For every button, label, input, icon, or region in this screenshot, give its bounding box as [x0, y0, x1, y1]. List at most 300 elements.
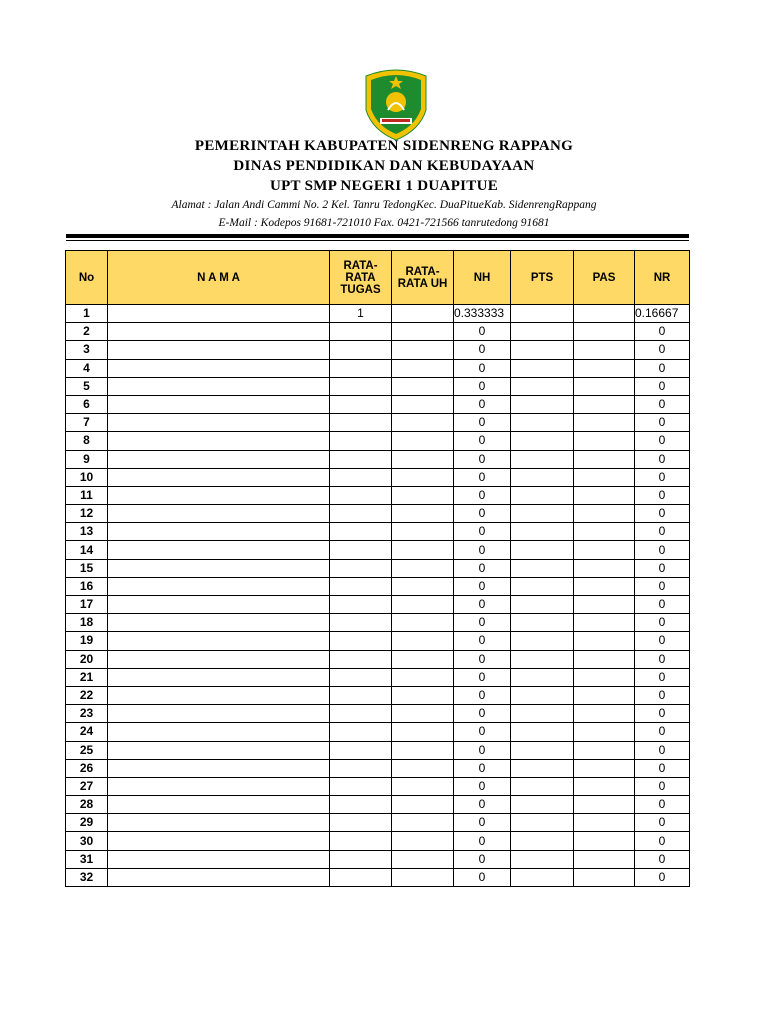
- cell-rata-rata-tugas: [330, 777, 392, 795]
- cell-pas: [574, 741, 635, 759]
- cell-nama: [108, 305, 330, 323]
- cell-rata-rata-uh: [392, 668, 454, 686]
- cell-rata-rata-tugas: [330, 705, 392, 723]
- col-header-pas: PAS: [574, 251, 635, 305]
- cell-no: 14: [66, 541, 108, 559]
- cell-nr: 0: [635, 632, 690, 650]
- table-row: [66, 468, 690, 486]
- table-row: [66, 359, 690, 377]
- cell-no: 12: [66, 505, 108, 523]
- cell-no: 29: [66, 814, 108, 832]
- table-row: [66, 632, 690, 650]
- col-header-no: No: [66, 251, 108, 305]
- cell-no: 15: [66, 559, 108, 577]
- cell-nr: 0: [635, 468, 690, 486]
- cell-rata-rata-uh: [392, 541, 454, 559]
- table-row: [66, 305, 690, 323]
- cell-nama: [108, 796, 330, 814]
- cell-nr: 0: [635, 414, 690, 432]
- cell-nr: 0: [635, 559, 690, 577]
- cell-rata-rata-tugas: [330, 577, 392, 595]
- cell-nh: 0.333333: [454, 305, 511, 323]
- cell-nama: [108, 523, 330, 541]
- cell-nama: [108, 832, 330, 850]
- cell-nh: 0: [454, 395, 511, 413]
- cell-pts: [511, 523, 574, 541]
- cell-nr: 0: [635, 614, 690, 632]
- cell-nr: 0: [635, 668, 690, 686]
- cell-rata-rata-uh: [392, 850, 454, 868]
- cell-no: 10: [66, 468, 108, 486]
- cell-rata-rata-tugas: [330, 341, 392, 359]
- cell-nama: [108, 505, 330, 523]
- cell-no: 18: [66, 614, 108, 632]
- cell-no: 20: [66, 650, 108, 668]
- cell-nr: 0: [635, 850, 690, 868]
- cell-nama: [108, 395, 330, 413]
- cell-pts: [511, 741, 574, 759]
- cell-pts: [511, 723, 574, 741]
- cell-pts: [511, 868, 574, 886]
- cell-no: 1: [66, 305, 108, 323]
- cell-rata-rata-tugas: [330, 632, 392, 650]
- table-row: [66, 705, 690, 723]
- cell-nama: [108, 777, 330, 795]
- cell-no: 16: [66, 577, 108, 595]
- cell-no: 7: [66, 414, 108, 432]
- cell-nh: 0: [454, 741, 511, 759]
- cell-pts: [511, 468, 574, 486]
- cell-no: 17: [66, 596, 108, 614]
- header-line-3: UPT SMP NEGERI 1 DUAPITUE: [269, 178, 499, 194]
- cell-rata-rata-uh: [392, 650, 454, 668]
- cell-nama: [108, 359, 330, 377]
- table-row: [66, 777, 690, 795]
- col-header-rata-rata-uh-label: RATA- RATA UH: [397, 265, 448, 290]
- cell-nh: 0: [454, 796, 511, 814]
- cell-nama: [108, 814, 330, 832]
- table-row: [66, 450, 690, 468]
- table-row: [66, 686, 690, 704]
- col-header-nama: N A M A: [108, 251, 330, 305]
- table-row: [66, 432, 690, 450]
- cell-pts: [511, 796, 574, 814]
- table-row: [66, 614, 690, 632]
- cell-nh: 0: [454, 523, 511, 541]
- cell-no: 31: [66, 850, 108, 868]
- col-header-nr: NR: [635, 251, 690, 305]
- cell-nama: [108, 559, 330, 577]
- cell-no: 6: [66, 395, 108, 413]
- table-row: [66, 377, 690, 395]
- cell-rata-rata-tugas: [330, 486, 392, 504]
- cell-rata-rata-uh: [392, 832, 454, 850]
- cell-nama: [108, 686, 330, 704]
- header-line-1: PEMERINTAH KABUPATEN SIDENRENG RAPPANG: [194, 138, 574, 154]
- cell-rata-rata-tugas: [330, 523, 392, 541]
- school-emblem-logo: [360, 66, 432, 142]
- cell-pts: [511, 377, 574, 395]
- cell-rata-rata-uh: [392, 686, 454, 704]
- cell-no: 2: [66, 323, 108, 341]
- cell-pas: [574, 323, 635, 341]
- cell-no: 8: [66, 432, 108, 450]
- cell-rata-rata-uh: [392, 614, 454, 632]
- cell-nh: 0: [454, 468, 511, 486]
- cell-nr: 0: [635, 777, 690, 795]
- cell-no: 5: [66, 377, 108, 395]
- cell-pas: [574, 832, 635, 850]
- cell-nh: 0: [454, 777, 511, 795]
- cell-no: 21: [66, 668, 108, 686]
- cell-nh: 0: [454, 450, 511, 468]
- cell-rata-rata-tugas: [330, 505, 392, 523]
- cell-pas: [574, 759, 635, 777]
- cell-rata-rata-tugas: [330, 432, 392, 450]
- cell-nama: [108, 632, 330, 650]
- cell-rata-rata-uh: [392, 577, 454, 595]
- cell-nama: [108, 377, 330, 395]
- cell-nh: 0: [454, 759, 511, 777]
- cell-rata-rata-uh: [392, 414, 454, 432]
- cell-pas: [574, 868, 635, 886]
- cell-pts: [511, 614, 574, 632]
- cell-no: 13: [66, 523, 108, 541]
- cell-pas: [574, 650, 635, 668]
- cell-nama: [108, 432, 330, 450]
- cell-pas: [574, 796, 635, 814]
- cell-nh: 0: [454, 377, 511, 395]
- cell-rata-rata-uh: [392, 468, 454, 486]
- cell-nr: 0: [635, 486, 690, 504]
- cell-rata-rata-tugas: [330, 723, 392, 741]
- table-row: [66, 759, 690, 777]
- cell-pts: [511, 850, 574, 868]
- cell-nr: 0.16667: [635, 305, 690, 323]
- cell-nr: 0: [635, 686, 690, 704]
- table-row: [66, 523, 690, 541]
- cell-pts: [511, 450, 574, 468]
- cell-pts: [511, 395, 574, 413]
- cell-nh: 0: [454, 814, 511, 832]
- cell-rata-rata-uh: [392, 814, 454, 832]
- cell-nama: [108, 541, 330, 559]
- cell-nh: 0: [454, 414, 511, 432]
- table-row: [66, 741, 690, 759]
- contact-line: E-Mail : Kodepos 91681-721010 Fax. 0421-721566 tanrutedong 91681: [218, 217, 550, 229]
- cell-rata-rata-tugas: [330, 796, 392, 814]
- cell-rata-rata-uh: [392, 450, 454, 468]
- table-row: [66, 486, 690, 504]
- cell-pas: [574, 541, 635, 559]
- cell-nama: [108, 596, 330, 614]
- cell-no: 28: [66, 796, 108, 814]
- cell-rata-rata-uh: [392, 486, 454, 504]
- table-header-row: [66, 251, 690, 305]
- table-row: [66, 541, 690, 559]
- cell-nh: 0: [454, 541, 511, 559]
- col-header-rata-rata-tugas: [330, 251, 392, 305]
- col-header-nh: NH: [454, 251, 511, 305]
- cell-pts: [511, 414, 574, 432]
- cell-pts: [511, 777, 574, 795]
- cell-nh: 0: [454, 686, 511, 704]
- table-row: [66, 832, 690, 850]
- cell-nh: 0: [454, 850, 511, 868]
- cell-nama: [108, 468, 330, 486]
- col-header-rata-rata-uh: [392, 251, 454, 305]
- cell-rata-rata-uh: [392, 305, 454, 323]
- table-row: [66, 341, 690, 359]
- cell-no: 9: [66, 450, 108, 468]
- cell-nr: 0: [635, 323, 690, 341]
- cell-nr: 0: [635, 359, 690, 377]
- cell-pas: [574, 723, 635, 741]
- cell-nr: 0: [635, 705, 690, 723]
- cell-rata-rata-tugas: [330, 668, 392, 686]
- table-row: [66, 395, 690, 413]
- cell-pas: [574, 596, 635, 614]
- cell-nr: 0: [635, 577, 690, 595]
- cell-pts: [511, 323, 574, 341]
- cell-pas: [574, 814, 635, 832]
- cell-pas: [574, 432, 635, 450]
- cell-nama: [108, 850, 330, 868]
- cell-pas: [574, 668, 635, 686]
- cell-nama: [108, 723, 330, 741]
- cell-pts: [511, 705, 574, 723]
- cell-rata-rata-uh: [392, 796, 454, 814]
- cell-nr: 0: [635, 395, 690, 413]
- cell-pas: [574, 505, 635, 523]
- cell-pts: [511, 650, 574, 668]
- cell-nh: 0: [454, 705, 511, 723]
- cell-rata-rata-tugas: [330, 868, 392, 886]
- cell-nama: [108, 414, 330, 432]
- cell-nh: 0: [454, 505, 511, 523]
- cell-nr: 0: [635, 341, 690, 359]
- header-line-2: DINAS PENDIDIKAN DAN KEBUDAYAAN: [233, 158, 535, 174]
- cell-nh: 0: [454, 668, 511, 686]
- cell-rata-rata-tugas: [330, 468, 392, 486]
- cell-pts: [511, 632, 574, 650]
- cell-pts: [511, 486, 574, 504]
- cell-nr: 0: [635, 741, 690, 759]
- cell-nama: [108, 650, 330, 668]
- cell-rata-rata-uh: [392, 868, 454, 886]
- cell-nh: 0: [454, 323, 511, 341]
- cell-no: 25: [66, 741, 108, 759]
- cell-nr: 0: [635, 650, 690, 668]
- cell-rata-rata-tugas: [330, 686, 392, 704]
- cell-pas: [574, 341, 635, 359]
- cell-rata-rata-tugas: [330, 650, 392, 668]
- cell-nama: [108, 450, 330, 468]
- cell-pts: [511, 814, 574, 832]
- cell-no: 26: [66, 759, 108, 777]
- cell-pas: [574, 523, 635, 541]
- table-row: [66, 414, 690, 432]
- cell-pts: [511, 668, 574, 686]
- cell-nama: [108, 868, 330, 886]
- header-divider-thick: [66, 234, 689, 238]
- cell-rata-rata-uh: [392, 377, 454, 395]
- cell-pts: [511, 686, 574, 704]
- cell-nama: [108, 668, 330, 686]
- cell-pas: [574, 632, 635, 650]
- cell-rata-rata-tugas: [330, 832, 392, 850]
- col-header-pts: PTS: [511, 251, 574, 305]
- cell-pts: [511, 541, 574, 559]
- table-row: [66, 850, 690, 868]
- cell-rata-rata-uh: [392, 395, 454, 413]
- cell-no: 32: [66, 868, 108, 886]
- cell-nr: 0: [635, 814, 690, 832]
- cell-rata-rata-uh: [392, 705, 454, 723]
- cell-nr: 0: [635, 723, 690, 741]
- cell-nr: 0: [635, 432, 690, 450]
- cell-pas: [574, 468, 635, 486]
- cell-nr: 0: [635, 505, 690, 523]
- cell-rata-rata-tugas: [330, 414, 392, 432]
- cell-pas: [574, 305, 635, 323]
- cell-pts: [511, 341, 574, 359]
- header-divider-thin: [66, 240, 689, 241]
- cell-nh: 0: [454, 723, 511, 741]
- cell-nama: [108, 741, 330, 759]
- cell-pas: [574, 777, 635, 795]
- cell-no: 27: [66, 777, 108, 795]
- address-line: Alamat : Jalan Andi Cammi No. 2 Kel. Tanru TedongKec. DuaPitueKab. SidenrengRappang: [171, 199, 597, 211]
- cell-rata-rata-uh: [392, 759, 454, 777]
- table-row: [66, 650, 690, 668]
- cell-nama: [108, 323, 330, 341]
- cell-pas: [574, 359, 635, 377]
- cell-nr: 0: [635, 450, 690, 468]
- cell-rata-rata-tugas: [330, 614, 392, 632]
- cell-nh: 0: [454, 832, 511, 850]
- table-row: [66, 723, 690, 741]
- cell-nh: 0: [454, 359, 511, 377]
- cell-rata-rata-uh: [392, 723, 454, 741]
- cell-nh: 0: [454, 868, 511, 886]
- table-row: [66, 814, 690, 832]
- cell-pts: [511, 832, 574, 850]
- table-row: [66, 323, 690, 341]
- cell-pts: [511, 432, 574, 450]
- cell-no: 30: [66, 832, 108, 850]
- cell-rata-rata-uh: [392, 741, 454, 759]
- table-row: [66, 577, 690, 595]
- cell-nh: 0: [454, 486, 511, 504]
- cell-pts: [511, 759, 574, 777]
- cell-rata-rata-uh: [392, 341, 454, 359]
- cell-nr: 0: [635, 832, 690, 850]
- cell-nr: 0: [635, 868, 690, 886]
- cell-rata-rata-uh: [392, 505, 454, 523]
- cell-rata-rata-tugas: [330, 814, 392, 832]
- cell-no: 24: [66, 723, 108, 741]
- cell-rata-rata-uh: [392, 777, 454, 795]
- cell-rata-rata-tugas: [330, 596, 392, 614]
- cell-no: 11: [66, 486, 108, 504]
- cell-rata-rata-tugas: [330, 377, 392, 395]
- cell-no: 3: [66, 341, 108, 359]
- cell-pas: [574, 395, 635, 413]
- cell-rata-rata-uh: [392, 432, 454, 450]
- cell-pas: [574, 414, 635, 432]
- cell-nh: 0: [454, 341, 511, 359]
- cell-nh: 0: [454, 596, 511, 614]
- cell-rata-rata-tugas: [330, 741, 392, 759]
- cell-nama: [108, 759, 330, 777]
- cell-nr: 0: [635, 759, 690, 777]
- cell-pas: [574, 705, 635, 723]
- cell-pts: [511, 505, 574, 523]
- cell-nama: [108, 705, 330, 723]
- cell-pts: [511, 359, 574, 377]
- table-row: [66, 868, 690, 886]
- cell-pas: [574, 377, 635, 395]
- cell-rata-rata-tugas: [330, 759, 392, 777]
- cell-rata-rata-tugas: [330, 541, 392, 559]
- cell-pas: [574, 614, 635, 632]
- grade-table: [65, 250, 690, 887]
- cell-pas: [574, 559, 635, 577]
- cell-no: 23: [66, 705, 108, 723]
- cell-nh: 0: [454, 432, 511, 450]
- table-row: [66, 505, 690, 523]
- cell-nama: [108, 614, 330, 632]
- table-row: [66, 796, 690, 814]
- cell-pts: [511, 577, 574, 595]
- cell-rata-rata-tugas: [330, 559, 392, 577]
- cell-nr: 0: [635, 523, 690, 541]
- cell-rata-rata-tugas: [330, 450, 392, 468]
- cell-rata-rata-uh: [392, 596, 454, 614]
- cell-nr: 0: [635, 796, 690, 814]
- cell-no: 22: [66, 686, 108, 704]
- cell-nama: [108, 577, 330, 595]
- cell-nh: 0: [454, 559, 511, 577]
- table-row: [66, 596, 690, 614]
- cell-pas: [574, 450, 635, 468]
- cell-rata-rata-uh: [392, 523, 454, 541]
- cell-nh: 0: [454, 632, 511, 650]
- cell-pas: [574, 686, 635, 704]
- cell-no: 19: [66, 632, 108, 650]
- cell-rata-rata-tugas: [330, 395, 392, 413]
- cell-rata-rata-tugas: [330, 359, 392, 377]
- cell-nama: [108, 341, 330, 359]
- cell-rata-rata-uh: [392, 323, 454, 341]
- cell-pts: [511, 305, 574, 323]
- cell-rata-rata-uh: [392, 359, 454, 377]
- cell-pas: [574, 850, 635, 868]
- cell-pas: [574, 486, 635, 504]
- cell-rata-rata-tugas: [330, 850, 392, 868]
- cell-pts: [511, 559, 574, 577]
- cell-pts: [511, 596, 574, 614]
- cell-nh: 0: [454, 577, 511, 595]
- cell-nr: 0: [635, 541, 690, 559]
- cell-no: 4: [66, 359, 108, 377]
- table-row: [66, 668, 690, 686]
- cell-nh: 0: [454, 614, 511, 632]
- cell-pas: [574, 577, 635, 595]
- table-row: [66, 559, 690, 577]
- cell-rata-rata-tugas: 1: [330, 305, 392, 323]
